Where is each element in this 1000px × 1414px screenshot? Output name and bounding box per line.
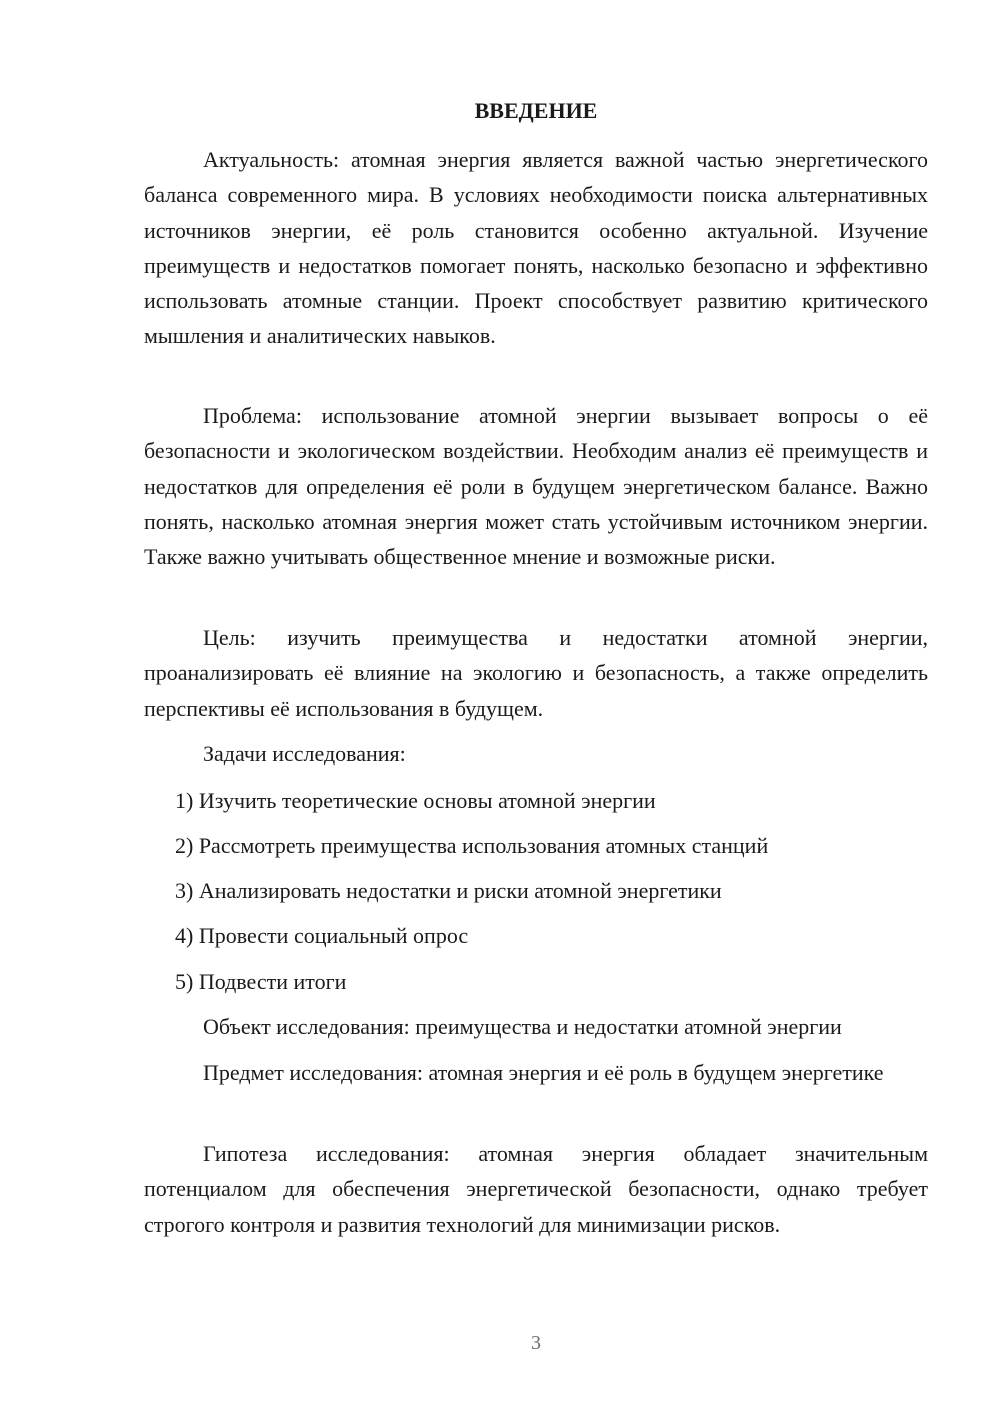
problem-paragraph: Проблема: использование атомной энергии вызывает вопросы о её безопасности и экологическом воздействии. Необходим анализ её преимуществ и недостатков для определения её роли в будущем энергетическом балансе. Важно понять, насколько атомная энергия может стать устойчивым источником энергии. Также важно учитывать общественное мнение и возможные риски. <box>144 403 928 570</box>
subject-paragraph: Предмет исследования: атомная энергия и её роль в будущем энергетике <box>203 1060 884 1085</box>
tasks-heading: Задачи исследования: <box>203 741 406 766</box>
hypothesis-paragraph: Гипотеза исследования: атомная энергия обладает значительным потенциалом для обеспечения энергетической безопасности, однако требует строгого контроля и развития технологий для минимизации рисков. <box>144 1141 928 1237</box>
object-paragraph: Объект исследования: преимущества и недостатки атомной энергии <box>203 1014 842 1039</box>
task-item: 5) Подвести итоги <box>175 969 347 994</box>
task-item: 3) Анализировать недостатки и риски атомной энергетики <box>175 878 722 903</box>
section-title: ВВЕДЕНИЕ <box>474 98 598 123</box>
page-number: 3 <box>531 1332 541 1354</box>
task-item: 2) Рассмотреть преимущества использования атомных станций <box>175 833 769 858</box>
task-item: 4) Провести социальный опрос <box>175 923 469 948</box>
task-item: 1) Изучить теоретические основы атомной энергии <box>175 788 656 813</box>
goal-paragraph: Цель: изучить преимущества и недостатки атомной энергии, проанализировать её влияние на экологию и безопасность, а также определить перспективы её использования в будущем. <box>144 625 928 721</box>
document-page <box>144 0 928 1414</box>
relevance-paragraph: Актуальность: атомная энергия является важной частью энергетического баланса современного мира. В условиях необходимости поиска альтернативных источников энергии, её роль становится особенно актуальной. Изучение преимуществ и недостатков помогает понять, насколько безопасно и эффективно использовать атомные станции. Проект способствует развитию критического мышления и аналитических навыков. <box>144 147 928 349</box>
